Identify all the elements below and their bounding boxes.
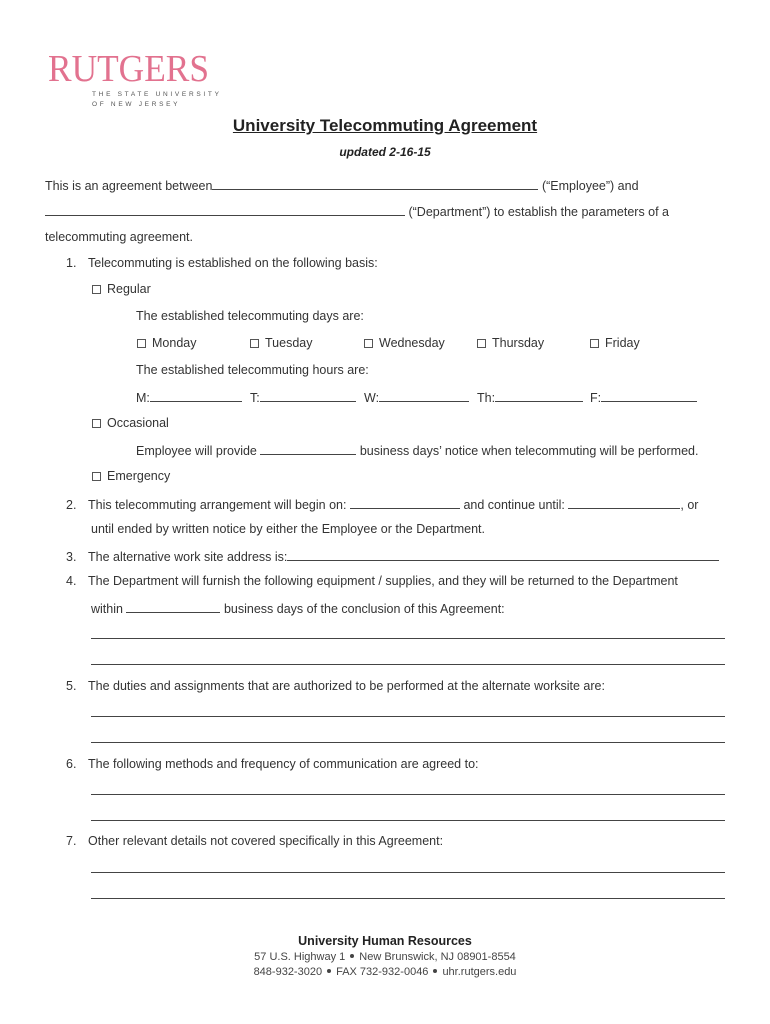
hours-friday — [590, 390, 697, 405]
equipment-line-2[interactable] — [91, 664, 725, 665]
item-7 — [66, 835, 443, 848]
day-option-friday — [590, 337, 640, 350]
item-4-text-1: The Department will furnish the following equipment / supplies, and they will be returned to the Department — [88, 574, 678, 588]
item-3 — [66, 549, 719, 564]
regular-label: Regular — [107, 282, 151, 296]
emergency-label: Emergency — [107, 469, 171, 483]
worksite-address-field[interactable] — [287, 549, 719, 561]
notice-line — [136, 443, 698, 458]
item-2 — [66, 497, 698, 512]
item-3-number: 3. — [66, 550, 77, 564]
friday-label: Friday — [605, 336, 640, 350]
equipment-line-1[interactable] — [91, 638, 725, 639]
document-subtitle: updated 2-16-15 — [339, 145, 431, 159]
item-6-text: The following methods and frequency of communication are agreed to: — [88, 757, 479, 771]
hours-tuesday-field[interactable] — [260, 390, 356, 402]
footer-website[interactable]: uhr.rutgers.edu — [442, 966, 517, 978]
hours-thursday-label: Th: — [477, 391, 496, 405]
monday-checkbox[interactable] — [137, 339, 146, 348]
basis-occasional-option — [92, 417, 169, 430]
item-7-number: 7. — [66, 834, 77, 848]
day-option-thursday — [477, 337, 544, 350]
thursday-checkbox[interactable] — [477, 339, 486, 348]
other-details-line-2[interactable] — [91, 898, 725, 899]
hours-monday-field[interactable] — [150, 390, 242, 402]
footer-fax: FAX 732-932-0046 — [336, 966, 429, 978]
other-details-line-1[interactable] — [91, 872, 725, 873]
footer-address-1: 57 U.S. Highway 1 — [254, 951, 346, 963]
item-6 — [66, 758, 479, 771]
hours-monday — [136, 390, 242, 405]
item-4-line-2 — [91, 601, 505, 616]
monday-label: Monday — [152, 336, 197, 350]
occasional-checkbox[interactable] — [92, 419, 101, 428]
intro-text-3: (“Department”) to establish the parameters of a — [408, 205, 670, 219]
document-title: University Telecommuting Agreement — [232, 116, 538, 135]
employee-name-field[interactable] — [212, 178, 538, 190]
basis-regular-option — [92, 283, 151, 296]
item-2-number: 2. — [66, 498, 77, 512]
item-4-text-2: within — [91, 602, 123, 616]
hours-thursday — [477, 390, 583, 405]
intro-text-4: telecommuting agreement. — [45, 230, 193, 244]
item-2-text-1: This telecommuting arrangement will begin on: — [88, 498, 347, 512]
item-6-number: 6. — [66, 757, 77, 771]
hours-wednesday — [364, 390, 469, 405]
item-5-number: 5. — [66, 679, 77, 693]
begin-date-field[interactable] — [350, 497, 460, 509]
thursday-label: Thursday — [492, 336, 545, 350]
hours-wednesday-label: W: — [364, 391, 380, 405]
hours-tuesday — [250, 390, 356, 405]
duties-line-2[interactable] — [91, 742, 725, 743]
friday-checkbox[interactable] — [590, 339, 599, 348]
item-3-text: The alternative work site address is: — [88, 550, 288, 564]
bullet-icon — [327, 969, 331, 973]
item-2-text-3: , or — [680, 498, 699, 512]
tuesday-label: Tuesday — [265, 336, 313, 350]
intro-text-1: This is an agreement between — [45, 179, 213, 193]
day-option-tuesday — [250, 337, 312, 350]
logo-subtitle-line-1: THE STATE UNIVERSITY — [92, 91, 222, 98]
footer-contact — [0, 966, 770, 978]
hours-label: The established telecommuting hours are: — [136, 363, 369, 377]
item-5-text: The duties and assignments that are authorized to be performed at the alternate worksite are: — [88, 679, 605, 693]
return-days-field[interactable] — [126, 601, 220, 613]
item-1-number: 1. — [66, 256, 77, 270]
intro-line-2 — [45, 204, 669, 219]
intro-line-1 — [45, 178, 639, 193]
duties-line-1[interactable] — [91, 716, 725, 717]
footer-title: University Human Resources — [298, 934, 472, 948]
days-label: The established telecommuting days are: — [136, 309, 364, 323]
hours-friday-label: F: — [590, 391, 602, 405]
tuesday-checkbox[interactable] — [250, 339, 259, 348]
emergency-checkbox[interactable] — [92, 472, 101, 481]
hours-thursday-field[interactable] — [495, 390, 583, 402]
wednesday-checkbox[interactable] — [364, 339, 373, 348]
item-1 — [66, 257, 378, 270]
hours-tuesday-label: T: — [250, 391, 260, 405]
footer-address-2: New Brunswick, NJ 08901-8554 — [359, 951, 516, 963]
item-1-text: Telecommuting is established on the following basis: — [88, 256, 378, 270]
bullet-icon — [350, 954, 354, 958]
bullet-icon — [433, 969, 437, 973]
intro-text-2: (“Employee”) and — [541, 179, 639, 193]
notice-days-field[interactable] — [260, 443, 356, 455]
occasional-label: Occasional — [107, 416, 169, 430]
notice-text-1: Employee will provide — [136, 444, 257, 458]
hours-wednesday-field[interactable] — [379, 390, 469, 402]
item-4 — [66, 575, 678, 588]
item-5 — [66, 680, 605, 693]
rutgers-logo: RUTGERS — [48, 48, 210, 90]
hours-friday-field[interactable] — [601, 390, 697, 402]
logo-subtitle-line-2: OF NEW JERSEY — [92, 101, 181, 108]
item-4-number: 4. — [66, 574, 77, 588]
hours-monday-label: M: — [136, 391, 150, 405]
wednesday-label: Wednesday — [379, 336, 445, 350]
item-2-text-2: and continue until: — [463, 498, 565, 512]
regular-checkbox[interactable] — [92, 285, 101, 294]
department-name-field[interactable] — [45, 204, 405, 216]
end-date-field[interactable] — [568, 497, 680, 509]
day-option-wednesday — [364, 337, 445, 350]
footer-phone: 848-932-3020 — [253, 966, 323, 978]
day-option-monday — [137, 337, 196, 350]
footer-address — [0, 951, 770, 963]
item-4-text-3: business days of the conclusion of this Agreement: — [223, 602, 505, 616]
communication-line-2[interactable] — [91, 820, 725, 821]
item-7-text: Other relevant details not covered specifically in this Agreement: — [88, 834, 444, 848]
communication-line-1[interactable] — [91, 794, 725, 795]
item-2-text-4: until ended by written notice by either the Employee or the Department. — [91, 522, 485, 536]
notice-text-2: business days’ notice when telecommuting will be performed. — [359, 444, 699, 458]
basis-emergency-option — [92, 470, 170, 483]
